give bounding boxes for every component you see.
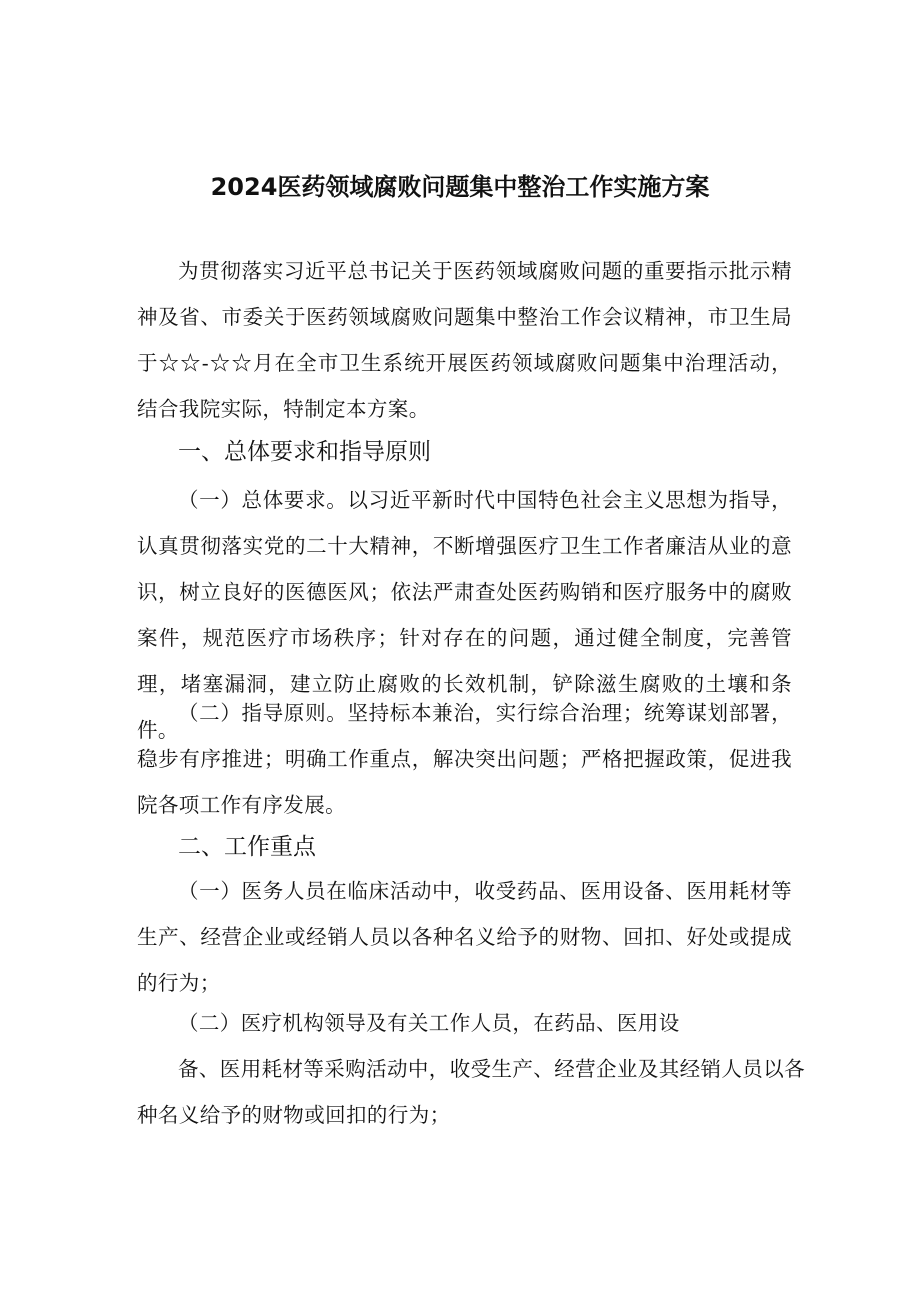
section-2-paragraph-2-line-3: 种名义给予的财物或回扣的行为； [137,1103,451,1127]
section-1-paragraph-guiding-principles: （二）指导原则。坚持标本兼治，实行综合治理；统筹谋划部署，稳步有序推进；明确工作重点，解决突出问题；严格把握政策，促进我院各项工作有序发展。 [137,701,792,817]
section-2-paragraph-2-line-2: 备、医用耗材等采购活动中，收受生产、经营企业及其经销人员以各 [178,1057,805,1081]
section-2-heading: 二、工作重点 [178,834,316,860]
document-title: 2024医药领域腐败问题集中整治工作实施方案 [210,173,710,201]
section-2-paragraph-2-line-1: （二）医疗机构领导及有关工作人员，在药品、医用设 [178,1011,680,1035]
section-2-paragraph-1: （一）医务人员在临床活动中，收受药品、医用设备、医用耗材等生产、经营企业或经销人员以各种名义给予的财物、回扣、好处或提成的行为； [137,879,792,995]
intro-paragraph: 为贯彻落实习近平总书记关于医药领域腐败问题的重要指示批示精神及省、市委关于医药领域腐败问题集中整治工作会议精神，市卫生局于☆☆-☆☆月在全市卫生系统开展医药领域腐败问题集中治理活动，结合我院实际，特制定本方案。 [137,259,792,421]
section-1-heading: 一、总体要求和指导原则 [178,439,431,465]
section-1-paragraph-general-requirements: （一）总体要求。以习近平新时代中国特色社会主义思想为指导，认真贯彻落实党的二十大精神，不断增强医疗卫生工作者廉洁从业的意识，树立良好的医德医风；依法严肃查处医药购销和医疗服务中的腐败案件，规范医疗市场秩序；针对存在的问题，通过健全制度，完善管理，堵塞漏洞，建立防止腐败的长效机制，铲除滋生腐败的土壤和条件。 [137,488,792,742]
